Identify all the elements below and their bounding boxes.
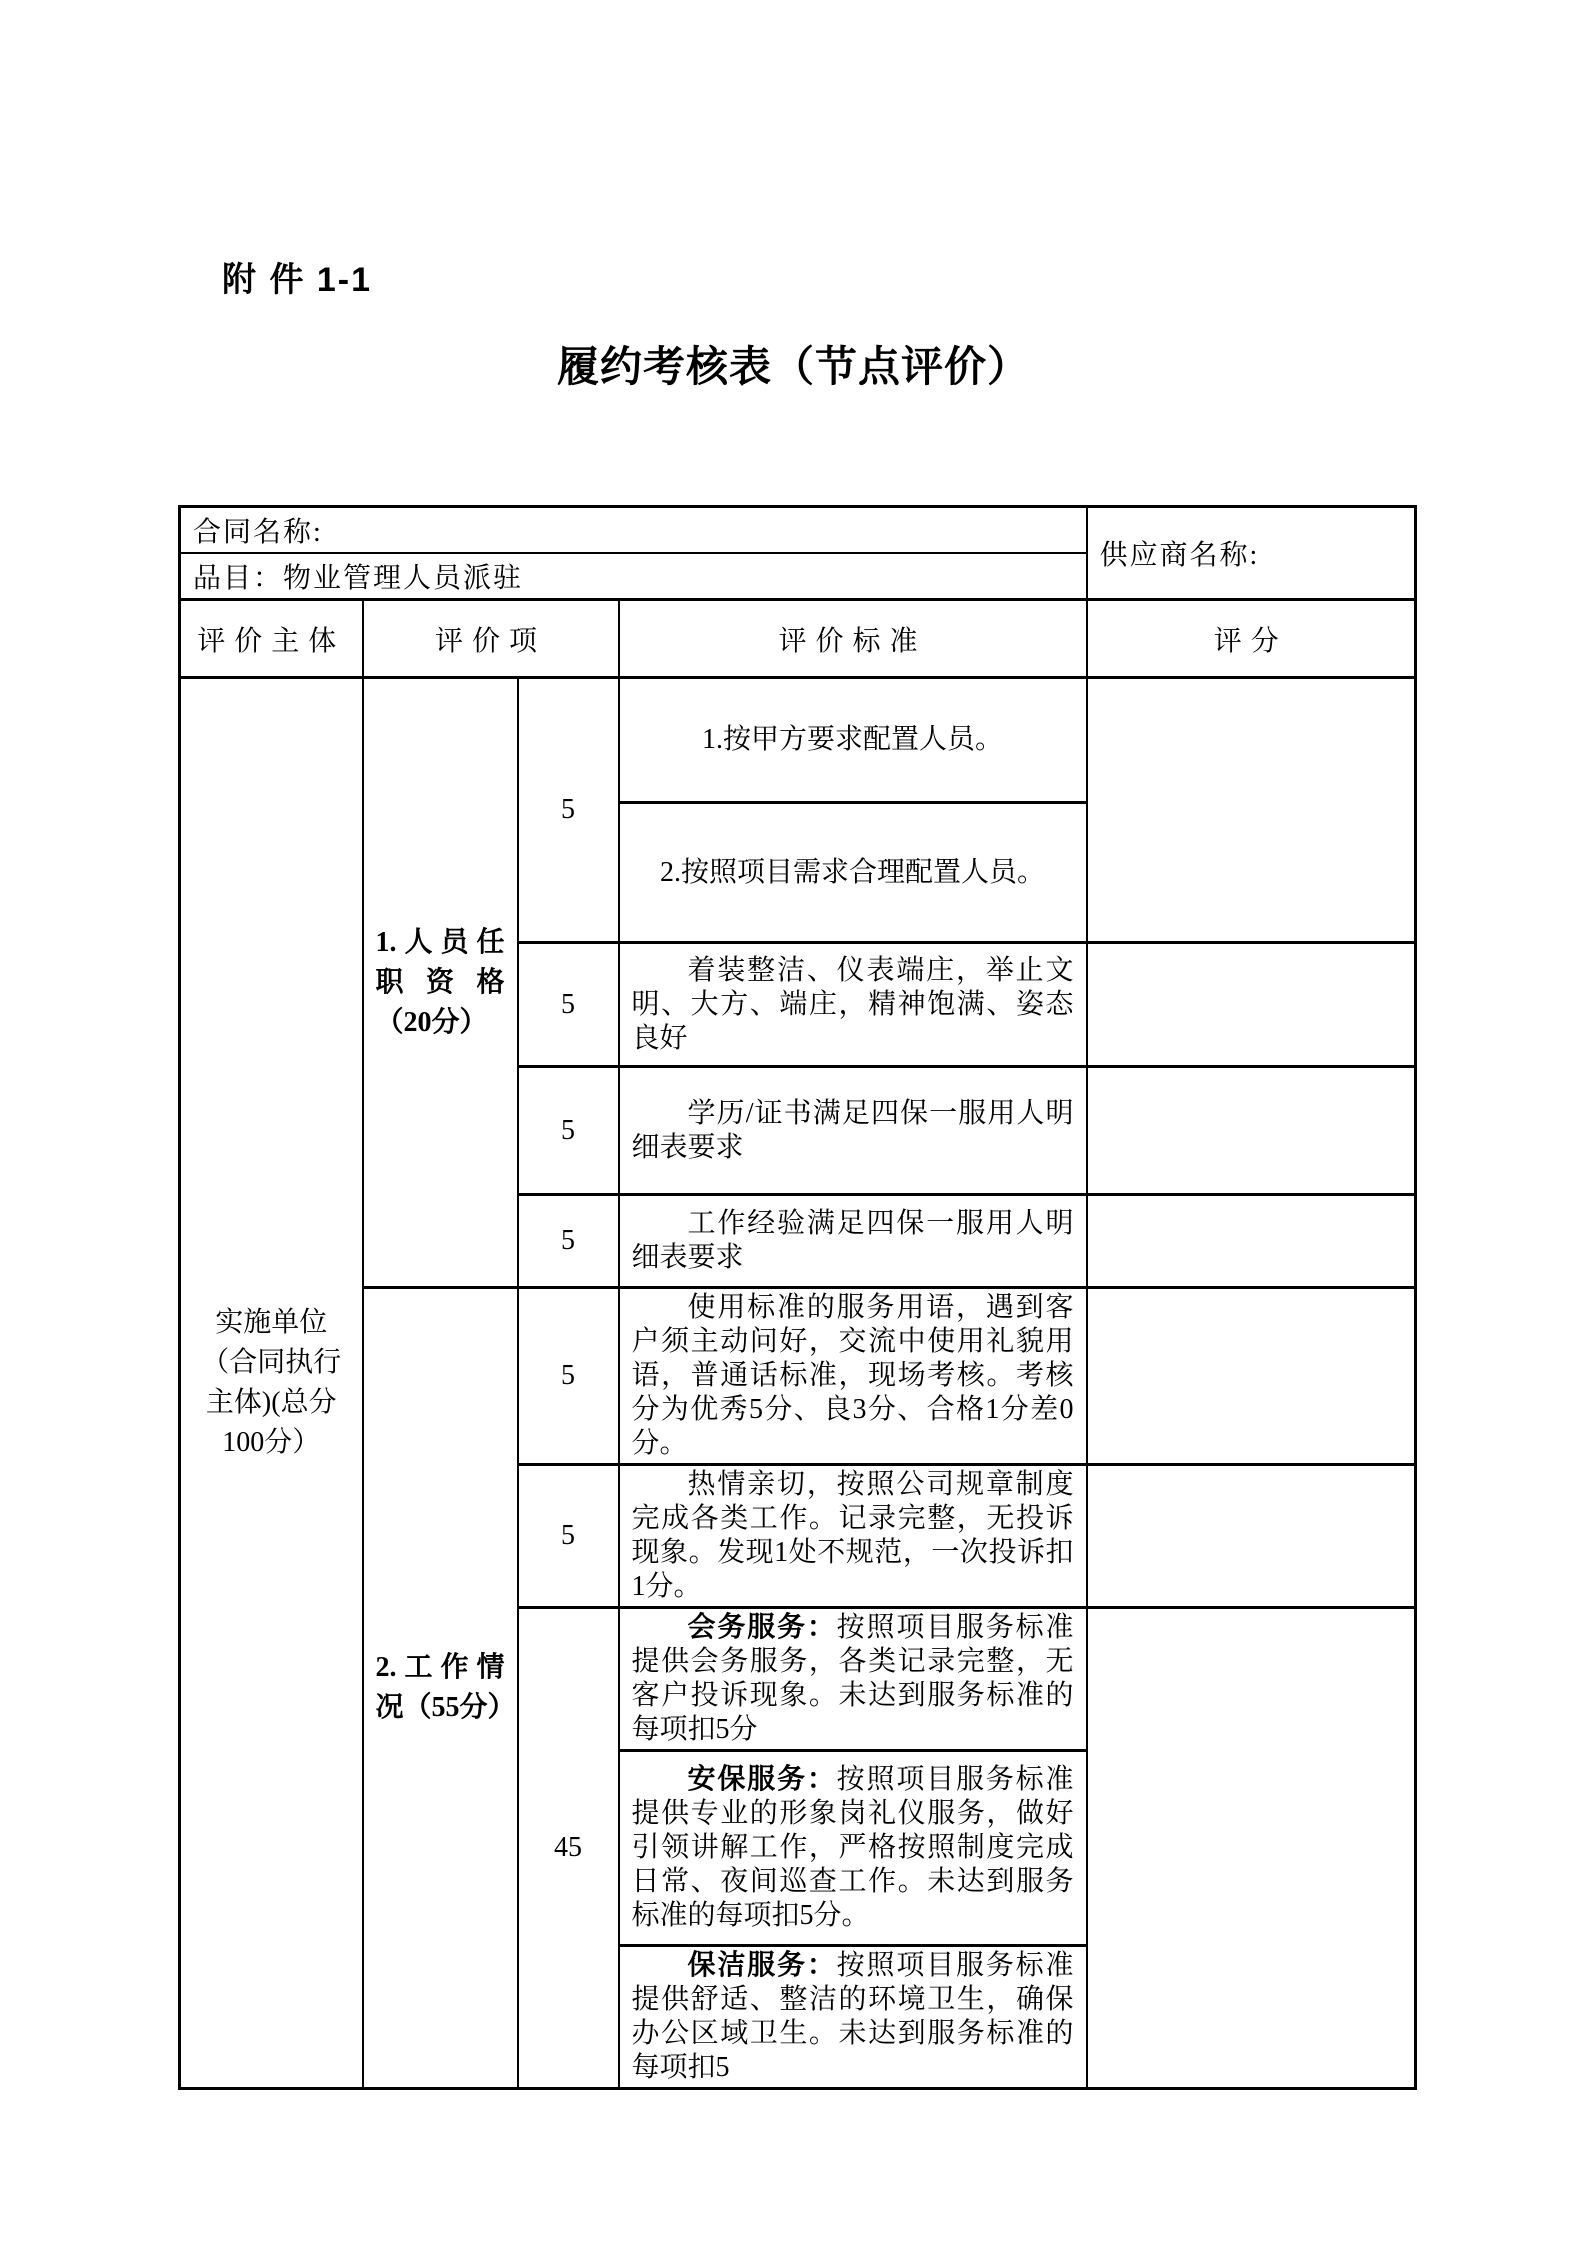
mark-input-cell-7[interactable] — [1087, 1608, 1416, 2089]
contract-name-cell: 合同名称: — [180, 507, 1087, 554]
evaluation-table — [178, 505, 1417, 2090]
score-cell-3: 5 — [518, 1067, 619, 1195]
criterion-prefix: 安保服务： — [687, 1764, 837, 1795]
attachment-label: 附 件 1-1 — [222, 261, 373, 299]
header-item: 评价项 — [363, 600, 619, 678]
header-subject: 评价主体 — [180, 600, 363, 678]
mark-input-cell-2[interactable] — [1087, 943, 1416, 1067]
criterion-text-10 — [619, 1946, 1087, 2089]
mark-input-cell-5[interactable] — [1087, 1288, 1416, 1465]
criterion-text: 按照项目服务标准提供会务服务，各类记录完整，无客户投诉现象。未达到服务标准的每项扣5分 — [631, 1612, 1074, 1745]
document-title: 履约考核表（节点评价） — [556, 343, 1030, 390]
criterion-row — [180, 678, 1416, 803]
score-cell-6: 5 — [518, 1465, 619, 1608]
score-cell-1: 5 — [518, 678, 619, 943]
item-cell: 品目：物业管理人员派驻 — [180, 553, 1087, 600]
criterion-row — [180, 1288, 1416, 1465]
supplier-name-cell: 供应商名称: — [1087, 507, 1416, 600]
criterion-prefix: 保洁服务： — [687, 1950, 837, 1981]
criterion-text-9 — [619, 1751, 1087, 1946]
mark-input-cell-4[interactable] — [1087, 1195, 1416, 1288]
score-cell-4: 5 — [518, 1195, 619, 1288]
criterion-text-8 — [619, 1608, 1087, 1751]
criterion-text-6: 使用标准的服务用语，遇到客户须主动问好，交流中使用礼貌用语，普通话标准，现场考核。考核分为优秀5分、良3分、合格1分差0分。 — [619, 1288, 1087, 1465]
mark-input-cell-6[interactable] — [1087, 1465, 1416, 1608]
criterion-text-5: 工作经验满足四保一服用人明细表要求 — [619, 1195, 1087, 1288]
criterion-text: 按照项目服务标准提供舒适、整洁的环境卫生，确保办公区域卫生。未达到服务标准的每项扣5 — [631, 1950, 1074, 2083]
score-cell-5: 5 — [518, 1288, 619, 1465]
criterion-text: 按照项目服务标准提供专业的形象岗礼仪服务，做好引领讲解工作，严格按照制度完成日常、夜间巡查工作。未达到服务标准的每项扣5分。 — [631, 1764, 1074, 1931]
header-standard: 评价标准 — [619, 600, 1087, 678]
table-header-row — [180, 600, 1416, 678]
mark-input-cell-1[interactable] — [1087, 678, 1416, 943]
criterion-text-7: 热情亲切，按照公司规章制度完成各类工作。记录完整，无投诉现象。发现1处不规范，一次投诉扣1分。 — [619, 1465, 1087, 1608]
item-1-label-cell: 1.人员任职资格（20分） — [363, 678, 518, 1288]
header-score: 评分 — [1087, 600, 1416, 678]
score-cell-7: 45 — [518, 1608, 619, 2089]
mark-input-cell-3[interactable] — [1087, 1067, 1416, 1195]
criterion-text-2: 2.按照项目需求合理配置人员。 — [619, 803, 1087, 943]
criterion-prefix: 会务服务： — [687, 1612, 837, 1643]
criterion-text-3: 着装整洁、仪表端庄，举止文明、大方、端庄，精神饱满、姿态良好 — [619, 943, 1087, 1067]
contract-name-row — [180, 507, 1416, 554]
criterion-text-1: 1.按甲方要求配置人员。 — [619, 678, 1087, 803]
item-2-label-cell: 2.工作情况（55分） — [363, 1288, 518, 2089]
score-cell-2: 5 — [518, 943, 619, 1067]
criterion-text-4: 学历/证书满足四保一服用人明细表要求 — [619, 1067, 1087, 1195]
subject-cell: 实施单位（合同执行主体)(总分100分） — [180, 678, 363, 2089]
